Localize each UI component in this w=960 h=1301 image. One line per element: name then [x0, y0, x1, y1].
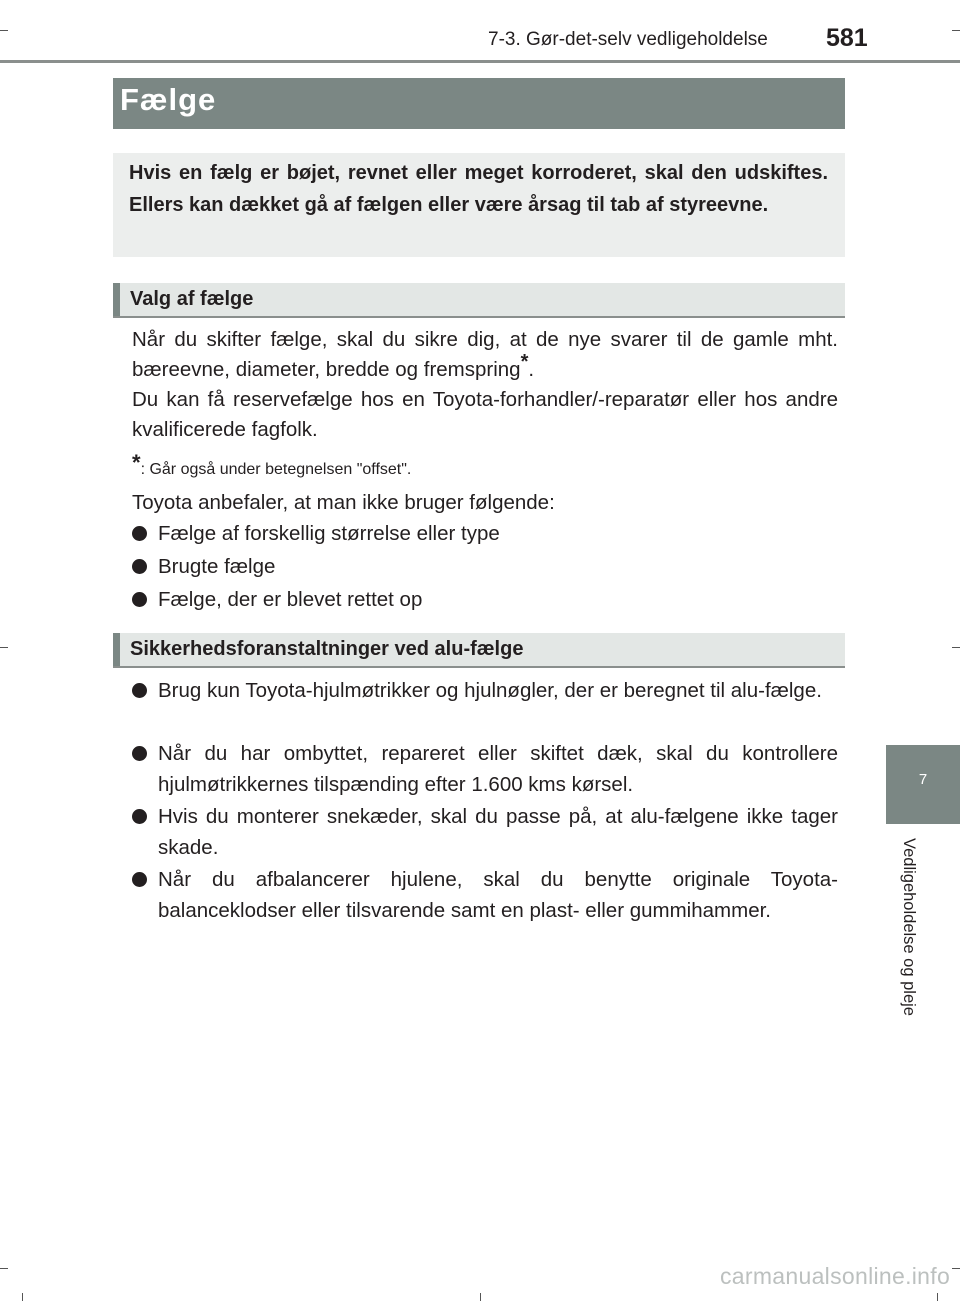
bullet-icon [132, 526, 147, 541]
chapter-tab [886, 745, 960, 824]
crop-mark [480, 1293, 481, 1301]
chapter-number: 7 [918, 771, 928, 788]
crop-mark [0, 30, 8, 31]
heading-accent [113, 633, 120, 666]
footnote [132, 450, 411, 479]
list-item-text: Fælge, der er blevet rettet op [158, 588, 423, 611]
bullet-icon [132, 592, 147, 607]
page-title: Fælge [120, 82, 217, 117]
bullet-icon [132, 746, 147, 761]
section-heading-bar [113, 283, 845, 318]
list-item-text: Når du har ombyttet, repareret eller skiftet dæk, skal du kontrollere hjulmøtrikkernes tilspænding efter 1.600 kms kørsel. [158, 742, 838, 796]
crop-mark [937, 1293, 938, 1301]
page-number: 581 [826, 24, 868, 52]
watermark: carmanualsonline.info [720, 1263, 951, 1289]
section-heading: Sikkerhedsforanstaltninger ved alu-fælge [130, 638, 524, 660]
list-item-text: Brug kun Toyota-hjulmøtrikker og hjulnøgler, der er beregnet til alu-fælge. [158, 679, 822, 702]
paragraph: Du kan få reservefælge hos en Toyota-forhandler/-reparatør eller hos andre kvalificerede fagfolk. [132, 388, 838, 441]
footnote-marker: * [520, 351, 529, 373]
intro-text: Hvis en fælg er bøjet, revnet eller meget korroderet, skal den udskiftes. Ellers kan dækket gå af fælgen eller være årsag til tab af styreevne. [129, 162, 828, 216]
list-item [132, 675, 838, 706]
footnote-text: : Går også under betegnelsen "offset". [140, 461, 412, 478]
bullet-icon [132, 559, 147, 574]
paragraph: Toyota anbefaler, at man ikke bruger følgende: [132, 491, 555, 514]
heading-accent [113, 283, 120, 316]
section-heading: Valg af fælge [130, 288, 254, 310]
list-item-text: Når du afbalancerer hjulene, skal du benytte originale Toyota-balanceklodser eller tilsvarende samt en plast- eller gummihammer. [158, 868, 838, 922]
paragraph-text: Når du skifter fælge, skal du sikre dig, at de nye svarer til de gamle mht. bæreevne, diameter, bredde og fremspring [132, 328, 838, 381]
bullet-icon [132, 809, 147, 824]
list-item-text: Brugte fælge [158, 555, 276, 578]
chapter-title: Vedligeholdelse og pleje [900, 838, 918, 1016]
crop-mark [952, 30, 960, 31]
paragraph-text: . [528, 358, 535, 381]
list-item [132, 864, 838, 926]
bullet-icon [132, 683, 147, 698]
crop-mark [952, 1268, 960, 1269]
title-bar [113, 78, 845, 129]
list-item [132, 551, 838, 582]
crop-mark [0, 647, 8, 648]
crop-mark [952, 647, 960, 648]
bullet-icon [132, 872, 147, 887]
footnote-star: * [132, 450, 141, 475]
header-section-title: 7-3. Gør-det-selv vedligeholdelse [488, 29, 768, 50]
list-item [132, 518, 838, 549]
list-item [132, 738, 838, 800]
crop-mark [22, 1293, 23, 1301]
paragraph [132, 325, 838, 385]
header-divider [0, 60, 960, 63]
list-item [132, 801, 838, 863]
list-item-text: Fælge af forskellig størrelse eller type [158, 522, 500, 545]
section-heading-bar [113, 633, 845, 668]
crop-mark [0, 1268, 8, 1269]
list-item [132, 584, 838, 615]
intro-box [113, 153, 845, 257]
list-item-text: Hvis du monterer snekæder, skal du passe på, at alu-fælgene ikke tager skade. [158, 805, 838, 859]
